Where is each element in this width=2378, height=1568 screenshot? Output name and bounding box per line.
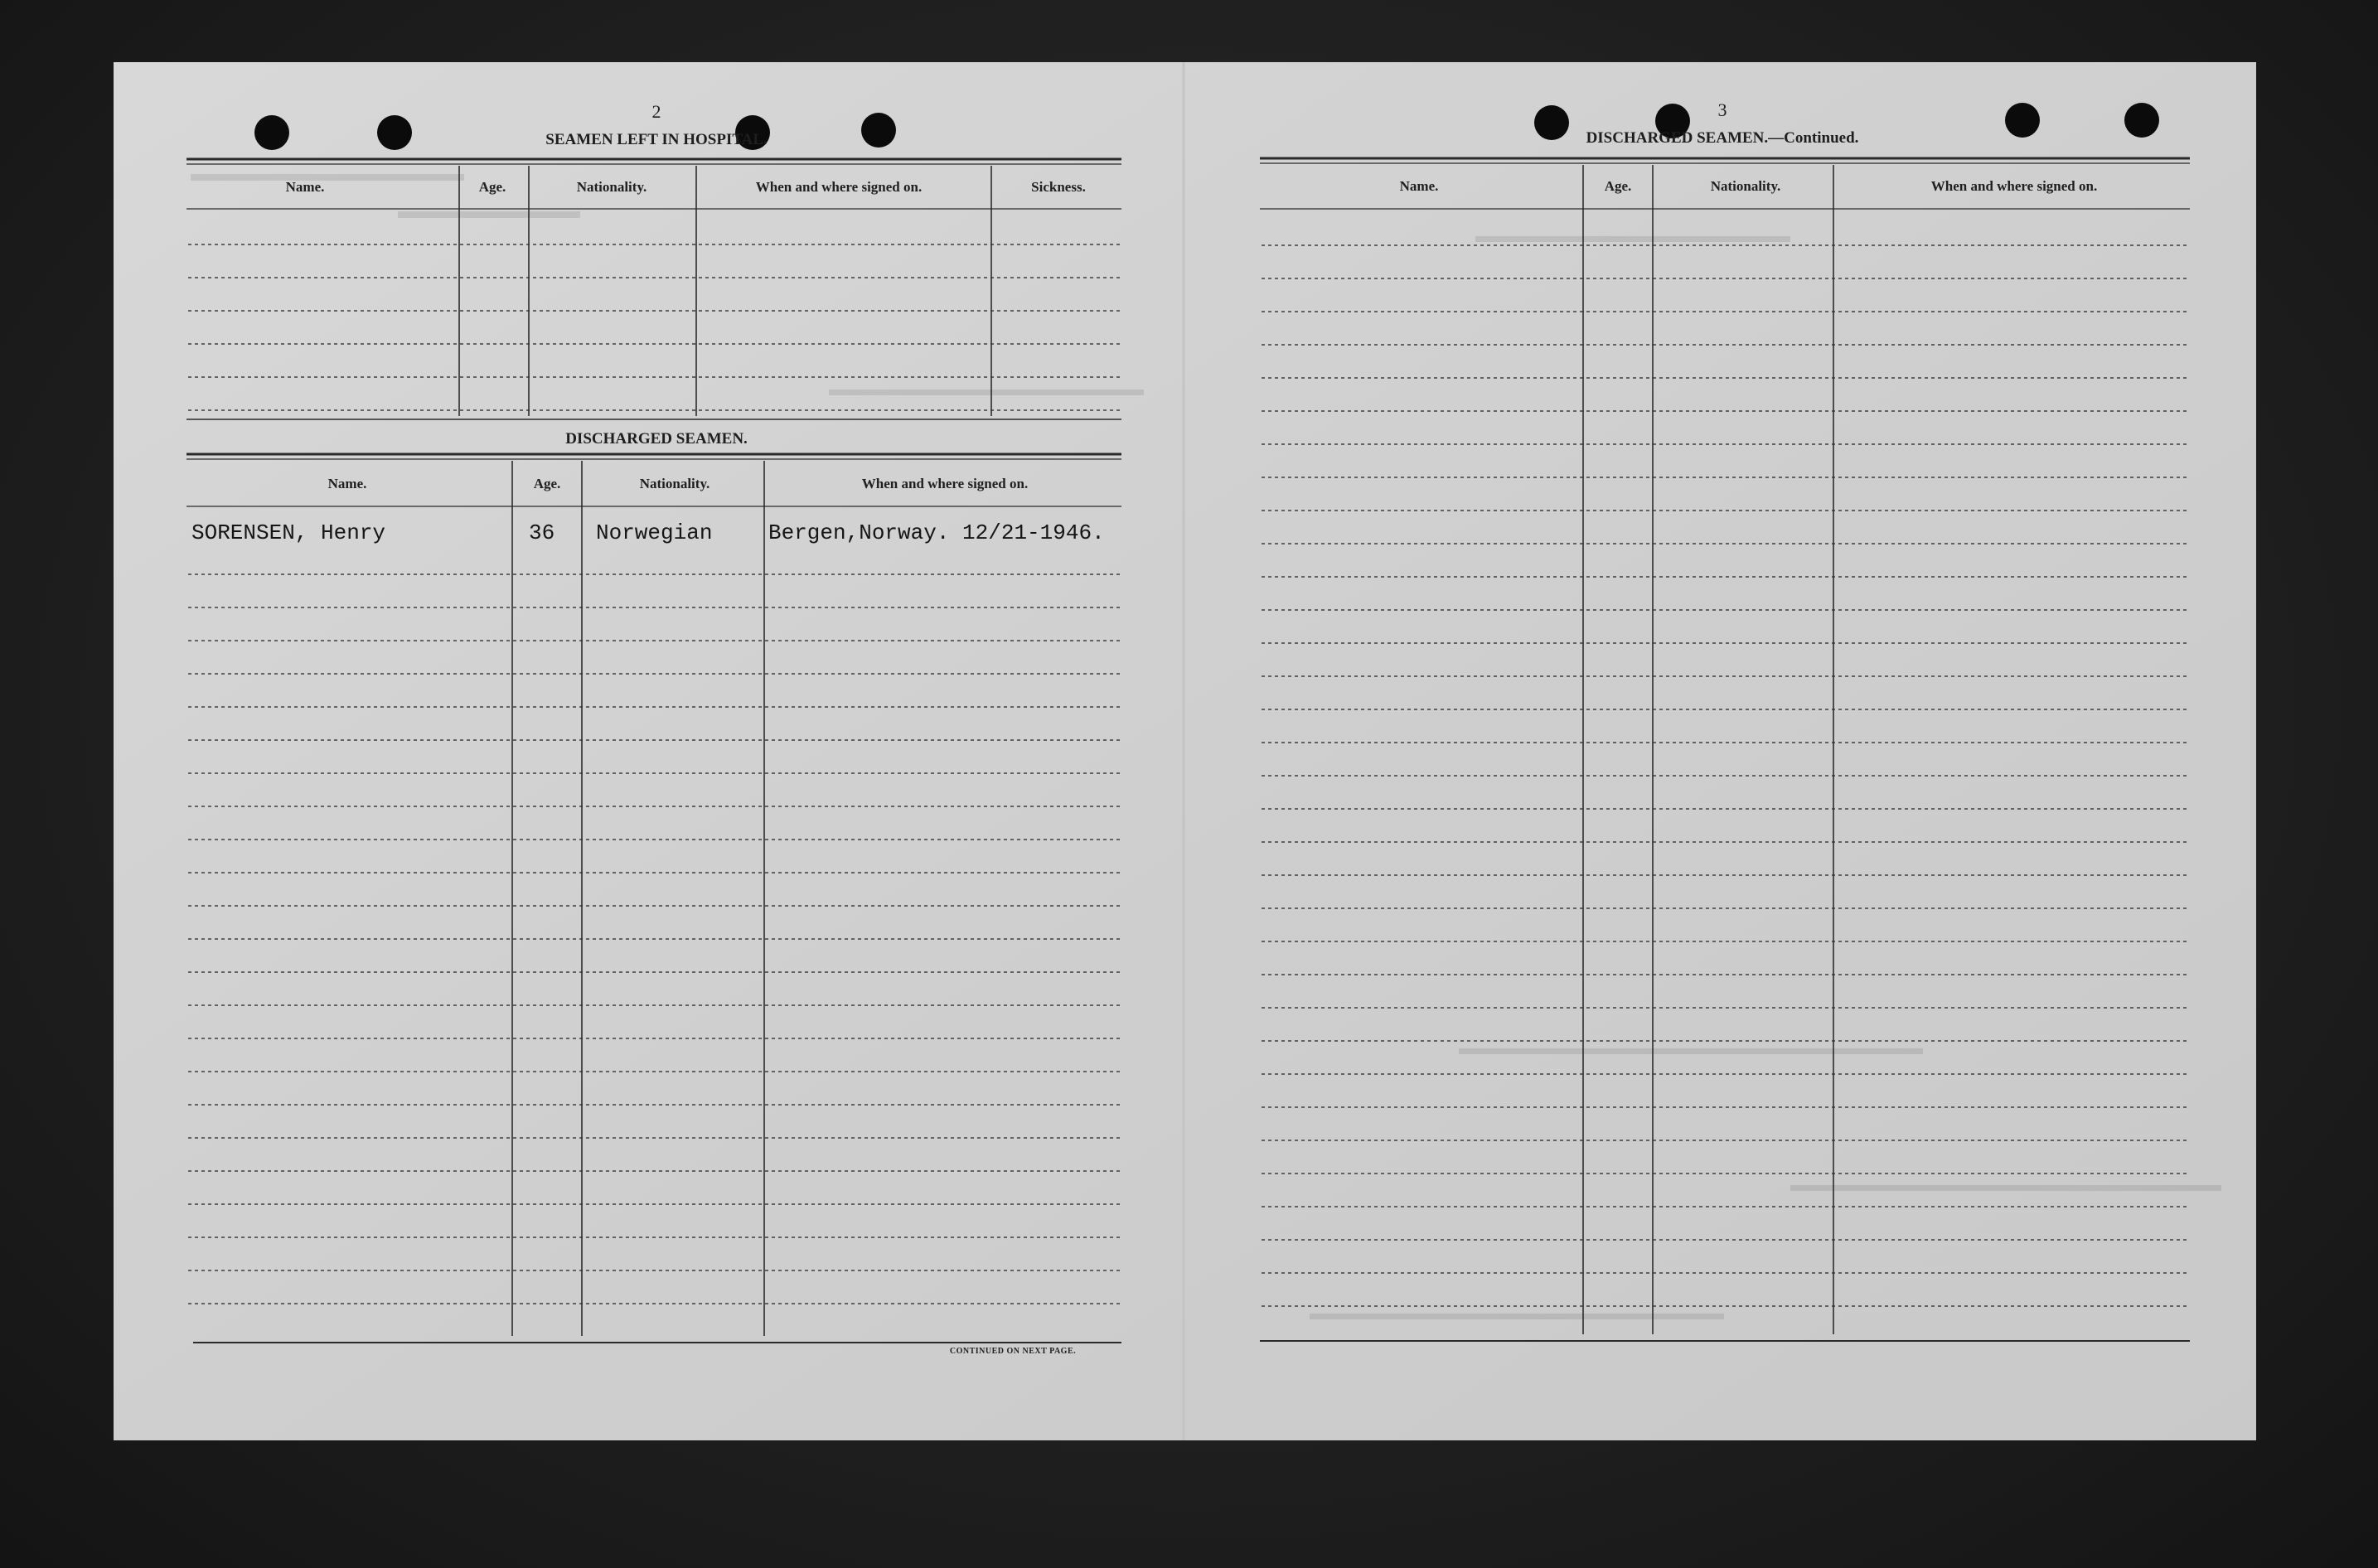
punch-hole [1534,105,1569,140]
column-header-name: Name. [327,476,367,491]
column-header-age: Age. [478,179,506,195]
punch-hole [861,113,896,148]
seaman-nationality: Norwegian [596,520,713,545]
hospital-section-title: SEAMEN LEFT IN HOSPITAL. [545,131,768,148]
column-header-nationality: Nationality. [576,179,647,195]
column-header-name: Name. [1399,178,1439,194]
column-header-age: Age. [533,476,561,491]
column-header-sickness: Sickness. [1031,179,1086,195]
continued-section-title: DISCHARGED SEAMEN.—Continued. [1586,129,1859,147]
seaman-name: SORENSEN, Henry [191,520,386,545]
column-header-nationality: Nationality. [1710,178,1781,194]
seaman-signed-on: Bergen,Norway. 12/21-1946. [768,520,1105,545]
punch-hole [254,115,289,150]
column-header-nationality: Nationality. [639,476,710,491]
discharged-entry-row [191,520,1105,545]
page-number-right: 3 [1717,99,1727,120]
punch-hole [377,115,412,150]
column-header-signed-on: When and where signed on. [755,179,923,195]
seaman-age: 36 [529,520,555,545]
column-header-signed-on: When and where signed on. [1930,178,2098,194]
punch-hole [2005,103,2040,138]
continued-footer: CONTINUED ON NEXT PAGE. [949,1347,1077,1356]
column-header-signed-on: When and where signed on. [861,476,1029,491]
column-header-name: Name. [285,179,325,195]
column-header-age: Age. [1604,178,1632,194]
page-number-left: 2 [651,101,661,122]
punch-hole [2124,103,2159,138]
discharged-section-title: DISCHARGED SEAMEN. [565,430,748,448]
